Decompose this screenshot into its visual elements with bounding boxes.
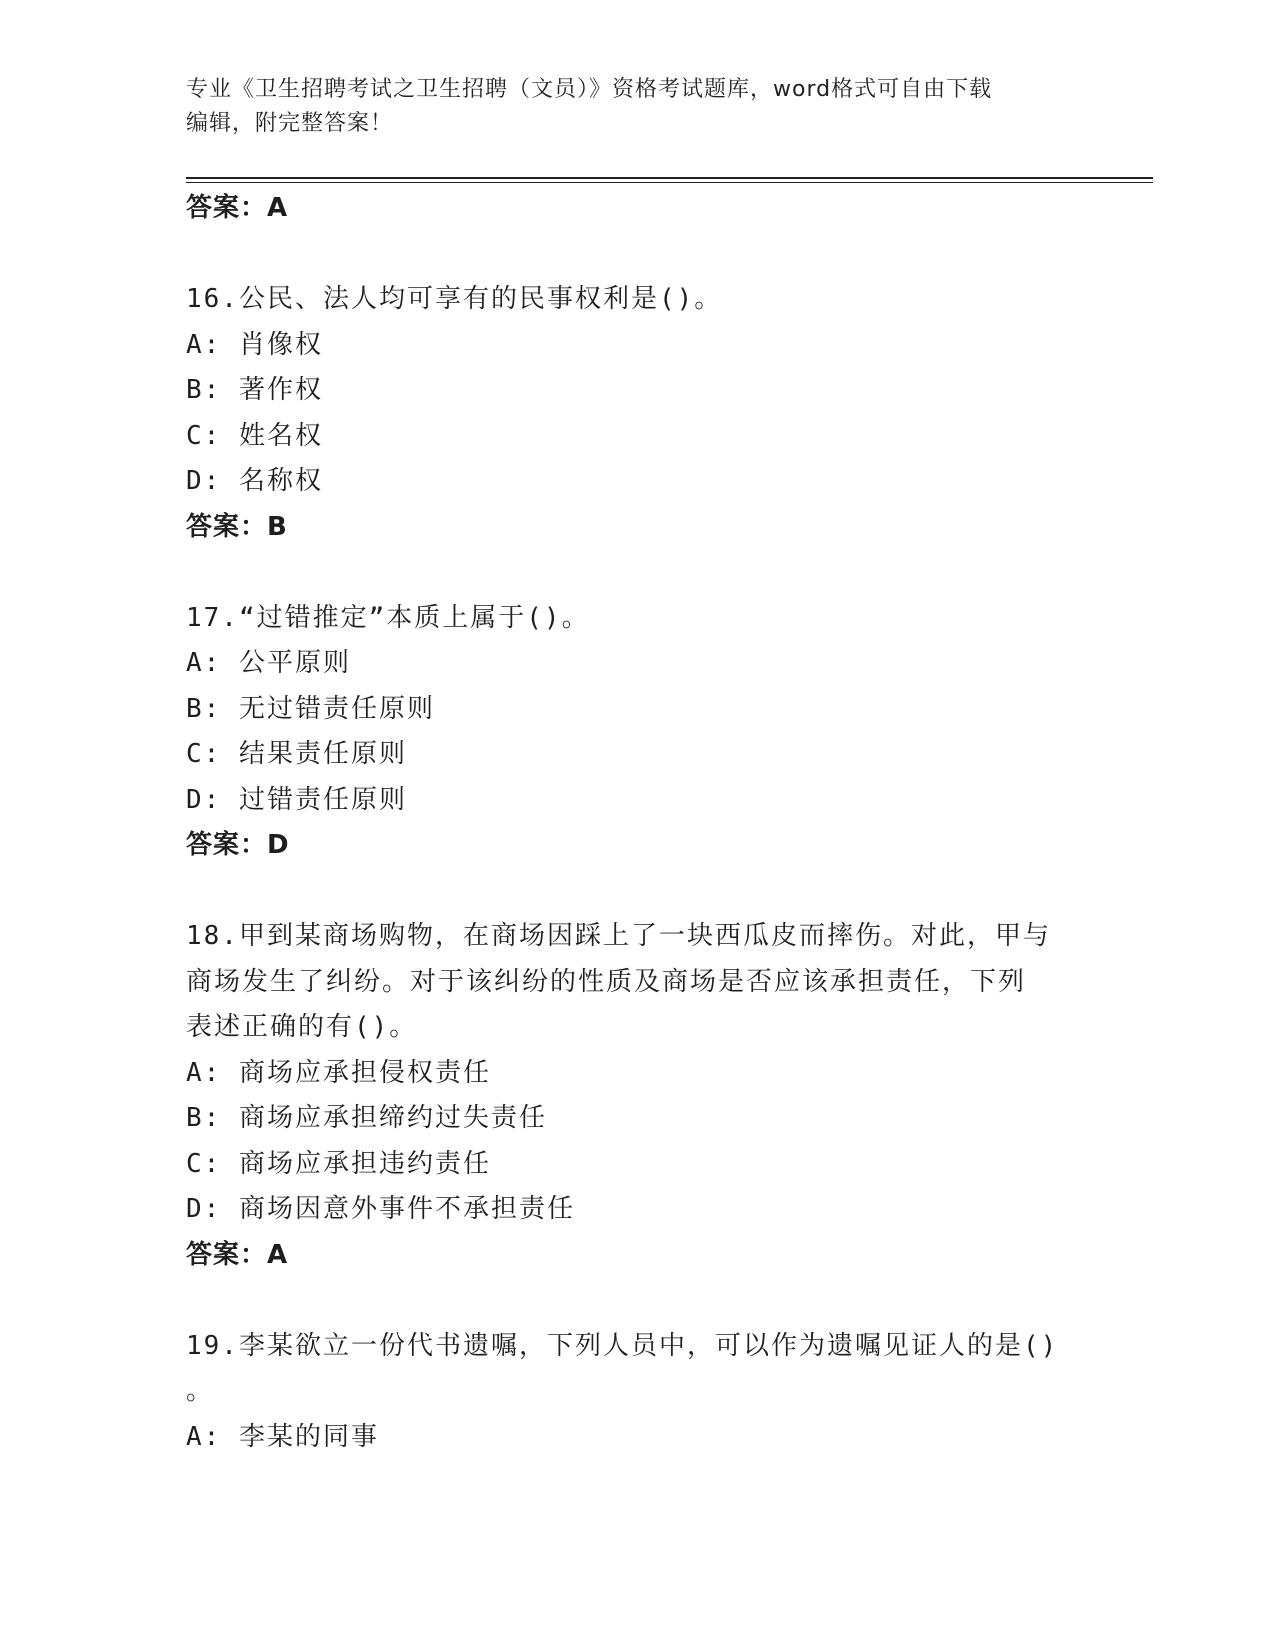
header-divider-thick	[186, 177, 1153, 179]
question-stem-line-1: 19.李某欲立一份代书遗嘱，下列人员中，可以作为遗嘱见证人的是()	[186, 1330, 1059, 1361]
option-b: B: 商场应承担缔约过失责任	[186, 1103, 547, 1133]
option-a: A: 肖像权	[186, 329, 323, 360]
question-stem-line-2: 商场发生了纠纷。对于该纠纷的性质及商场是否应该承担责任，下列	[186, 966, 1027, 997]
option-b: B: 著作权	[186, 375, 323, 405]
answer-line: 答案：A	[186, 1239, 289, 1270]
header-line-2: 编辑，附完整答案！	[186, 111, 394, 136]
question-stem-line-2: 。	[186, 1376, 215, 1406]
question-list	[186, 186, 1086, 1460]
option-a: A: 公平原则	[186, 648, 351, 678]
answer-line: 答案：D	[186, 830, 290, 860]
question-19	[186, 1324, 1086, 1461]
question-stem-line-1: 18.甲到某商场购物，在商场因踩上了一块西瓜皮而摔伤。对此，甲与	[186, 921, 1051, 951]
header-divider-thin	[186, 182, 1153, 183]
question-stem: 16.公民、法人均可享有的民事权利是()。	[186, 284, 723, 314]
option-b: B: 无过错责任原则	[186, 693, 435, 724]
option-d: D: 名称权	[186, 466, 323, 496]
question-stem: 17.“过错推定”本质上属于()。	[186, 602, 590, 633]
answer-line: 答案：A	[186, 193, 289, 223]
option-a: A: 商场应承担侵权责任	[186, 1057, 491, 1088]
option-d: D: 商场因意外事件不承担责任	[186, 1194, 575, 1224]
question-17	[186, 596, 1086, 869]
question-stem-line-3: 表述正确的有()。	[186, 1012, 418, 1042]
answer-line: 答案：B	[186, 511, 288, 542]
spacer	[186, 869, 1086, 915]
option-d: D: 过错责任原则	[186, 784, 407, 815]
option-c: C: 商场应承担违约责任	[186, 1148, 491, 1179]
option-a: A: 李某的同事	[186, 1421, 379, 1452]
option-c: C: 结果责任原则	[186, 739, 407, 769]
header-line-1: 专业《卫生招聘考试之卫生招聘（文员）》资格考试题库，word格式可自由下载	[186, 77, 993, 102]
page-header	[186, 73, 1086, 141]
spacer	[186, 232, 1086, 278]
question-18	[186, 914, 1086, 1278]
option-c: C: 姓名权	[186, 420, 323, 451]
spacer	[186, 1278, 1086, 1324]
question-16	[186, 277, 1086, 550]
spacer	[186, 550, 1086, 596]
